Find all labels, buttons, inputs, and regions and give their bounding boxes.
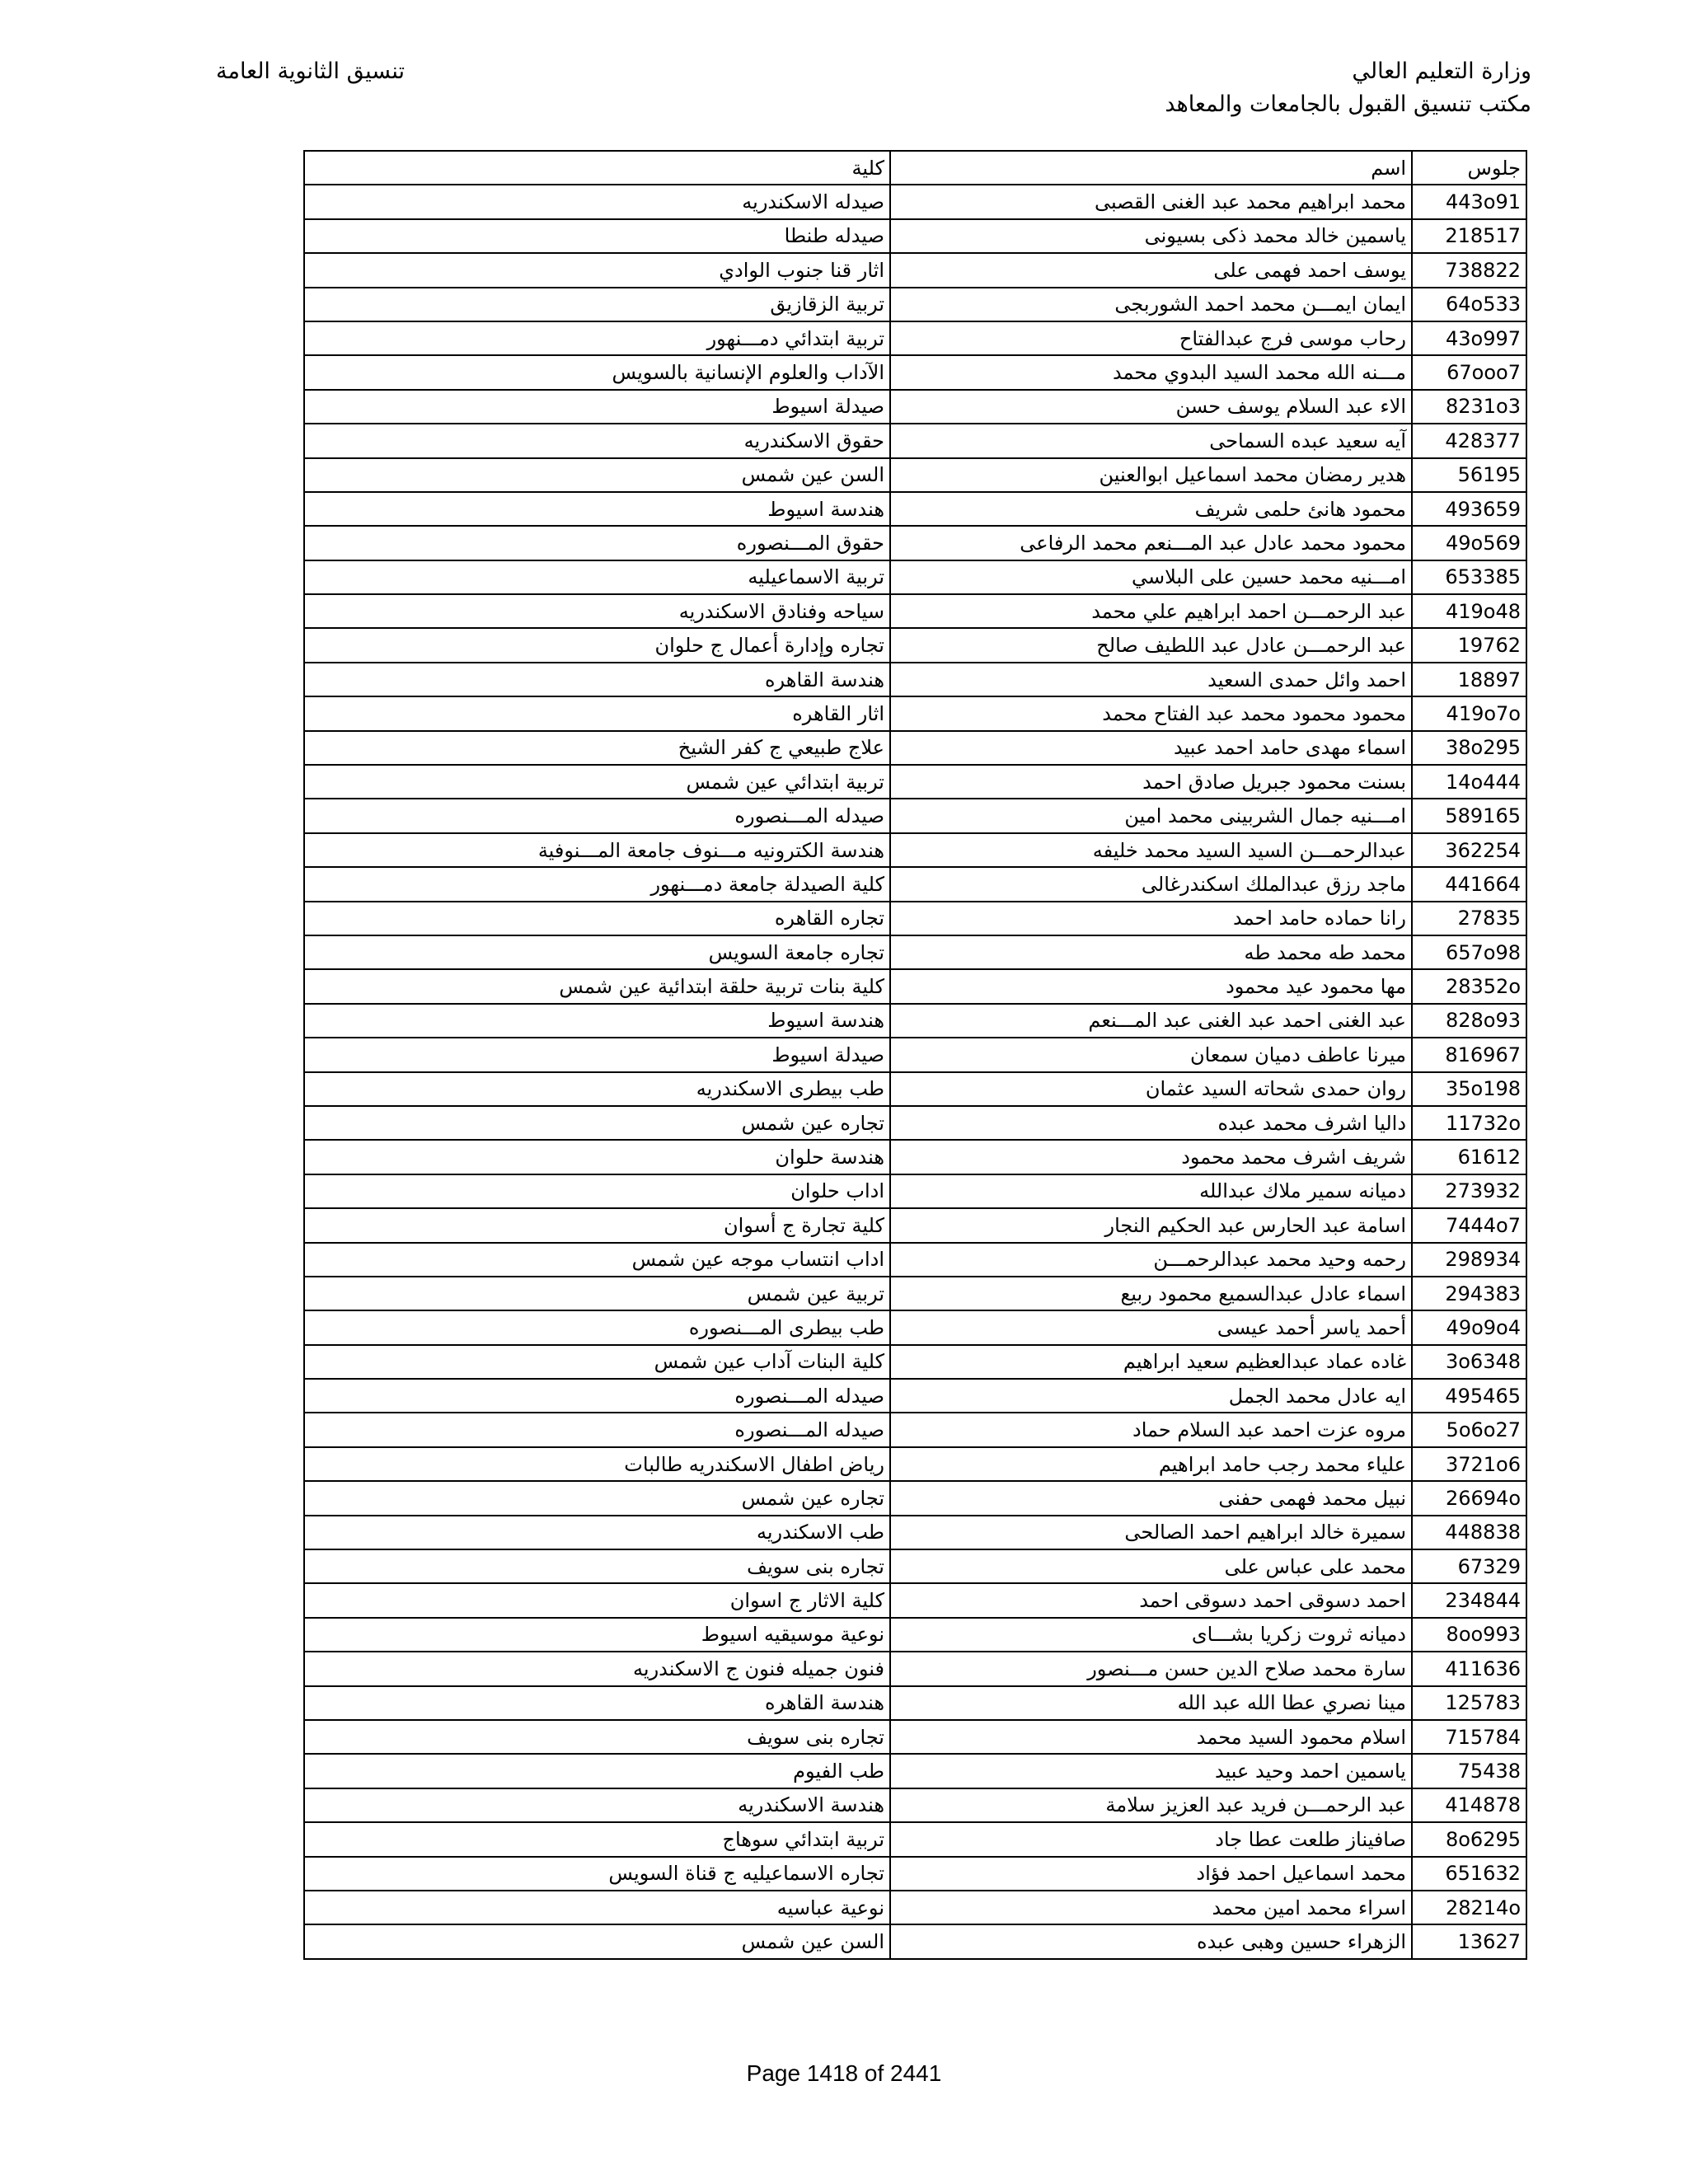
name-cell: اسلام محمود السيد محمد [890,1720,1412,1754]
table-row [304,765,1526,799]
table-row [304,1516,1526,1549]
seat-cell: 715784 [1412,1720,1526,1754]
name-cell: آيه سعيد عبده السماحى [890,424,1412,457]
college-cell: كلية تجارة ج أسوان [304,1208,890,1242]
college-cell: صيدله المـــنصوره [304,1379,890,1413]
name-cell: نبيل محمد فهمى حفنى [890,1481,1412,1515]
college-cell: علاج طبيعي ج كفر الشيخ [304,731,890,765]
college-cell: هندسة حلوان [304,1140,890,1174]
college-cell: تجاره بنى سويف [304,1549,890,1583]
name-cell: علياء محمد رجب حامد ابراهيم [890,1447,1412,1481]
table-row [304,1413,1526,1446]
college-cell: تربية ابتدائي عين شمس [304,765,890,799]
college-cell: السن عين شمس [304,458,890,492]
seat-cell: 8231o3 [1412,390,1526,424]
seat-cell: 49o569 [1412,526,1526,560]
table-row [304,253,1526,287]
table-row [304,1549,1526,1583]
name-cell: يوسف احمد فهمى على [890,253,1412,287]
name-cell: صافيناز طلعت عطا جاد [890,1822,1412,1856]
college-cell: فنون جميله فنون ج الاسكندريه [304,1652,890,1685]
page-number: Page 1418 of 2441 [746,2060,942,2086]
college-cell: هندسة القاهره [304,1686,890,1720]
seat-cell: 125783 [1412,1686,1526,1720]
table-row [304,526,1526,560]
table-row [304,1583,1526,1617]
college-cell: تجاره القاهره [304,902,890,935]
table-row [304,902,1526,935]
name-cell: ايه عادل محمد الجمل [890,1379,1412,1413]
name-cell: داليا اشرف محمد عبده [890,1106,1412,1140]
seat-cell: 495465 [1412,1379,1526,1413]
table-row [304,1004,1526,1038]
college-cell: طب بيطرى المـــنصوره [304,1310,890,1344]
seat-cell: 67329 [1412,1549,1526,1583]
seat-cell: 3721o6 [1412,1447,1526,1481]
seat-cell: 5o6o27 [1412,1413,1526,1446]
seat-cell: 589165 [1412,799,1526,832]
college-cell: نوعية موسيقيه اسيوط [304,1618,890,1652]
seat-cell: 8oo993 [1412,1618,1526,1652]
seat-cell: 56195 [1412,458,1526,492]
seat-cell: 28352o [1412,969,1526,1003]
college-cell: هندسة الكترونيه مـــنوف جامعة المـــنوفية [304,833,890,867]
name-cell: عبد الغنى احمد عبد الغنى عبد المـــنعم [890,1004,1412,1038]
column-header-name: اسم [890,151,1412,185]
name-cell: عبد الرحمـــن احمد ابراهيم علي محمد [890,594,1412,628]
table-row [304,1822,1526,1856]
college-cell: صيدله طنطا [304,219,890,253]
table-row [304,458,1526,492]
college-cell: هندسة الاسكندريه [304,1788,890,1822]
college-cell: اثار قنا جنوب الوادي [304,253,890,287]
office-title: مكتب تنسيق القبول بالجامعات والمعاهد [1165,91,1531,117]
name-cell: سارة محمد صلاح الدين حسن مـــنصور [890,1652,1412,1685]
table-row [304,663,1526,696]
seat-cell: 294383 [1412,1277,1526,1310]
college-cell: تربية ابتدائي دمـــنهور [304,321,890,355]
table-row [304,696,1526,730]
college-cell: تجاره جامعة السويس [304,935,890,969]
name-cell: غاده عماد عبدالعظيم سعيد ابراهيم [890,1345,1412,1379]
table-row [304,1720,1526,1754]
college-cell: طب بيطرى الاسكندريه [304,1072,890,1106]
college-cell: تربية الاسماعيليه [304,560,890,594]
table-row [304,833,1526,867]
name-cell: محمد طه محمد طه [890,935,1412,969]
table-body [304,185,1526,1958]
table-row [304,867,1526,901]
college-cell: تربية ابتدائي سوهاج [304,1822,890,1856]
seat-cell: 448838 [1412,1516,1526,1549]
table-row [304,1072,1526,1106]
table-row [304,560,1526,594]
name-cell: الاء عبد السلام يوسف حسن [890,390,1412,424]
name-cell: اسماء مهدى حامد احمد عبيد [890,731,1412,765]
college-cell: حقوق الاسكندريه [304,424,890,457]
college-cell: كلية بنات تربية حلقة ابتدائية عين شمس [304,969,890,1003]
seat-cell: 362254 [1412,833,1526,867]
seat-cell: 49o9o4 [1412,1310,1526,1344]
seat-cell: 218517 [1412,219,1526,253]
seat-cell: 38o295 [1412,731,1526,765]
name-cell: ياسمين احمد وحيد عبيد [890,1754,1412,1788]
seat-cell: 298934 [1412,1243,1526,1277]
table-row [304,1277,1526,1310]
name-cell: ياسمين خالد محمد ذكى بسيونى [890,219,1412,253]
college-cell: هندسة اسيوط [304,1004,890,1038]
name-cell: شريف اشرف محمد محمود [890,1140,1412,1174]
seat-cell: 19762 [1412,628,1526,662]
seat-cell: 43o997 [1412,321,1526,355]
name-cell: عبد الرحمـــن فريد عبد العزيز سلامة [890,1788,1412,1822]
table-row [304,424,1526,457]
table-row [304,1106,1526,1140]
college-cell: تجاره الاسماعيليه ج قناة السويس [304,1857,890,1891]
name-cell: عبدالرحمـــن السيد السيد محمد خليفه [890,833,1412,867]
table-row [304,1754,1526,1788]
table-row [304,1891,1526,1924]
table-row [304,288,1526,321]
table-row [304,1686,1526,1720]
college-cell: تجاره عين شمس [304,1481,890,1515]
seat-cell: 28214o [1412,1891,1526,1924]
college-cell: كلية الصيدلة جامعة دمـــنهور [304,867,890,901]
name-cell: احمد دسوقى احمد دسوقى احمد [890,1583,1412,1617]
name-cell: محمد اسماعيل احمد فؤاد [890,1857,1412,1891]
table-row [304,1038,1526,1071]
name-cell: محمد ابراهيم محمد عبد الغنى القصبى [890,185,1412,218]
name-cell: مروه عزت احمد عبد السلام حماد [890,1413,1412,1446]
name-cell: رانا حماده حامد احمد [890,902,1412,935]
college-cell: طب الفيوم [304,1754,890,1788]
seat-cell: 816967 [1412,1038,1526,1071]
seat-cell: 653385 [1412,560,1526,594]
name-cell: اسامة عبد الحارس عبد الحكيم النجار [890,1208,1412,1242]
table-row [304,628,1526,662]
college-cell: تربية عين شمس [304,1277,890,1310]
name-cell: رحمه وحيد محمد عبدالرحمـــن [890,1243,1412,1277]
table-row [304,1618,1526,1652]
college-cell: صيدله المـــنصوره [304,799,890,832]
table-row [304,1447,1526,1481]
college-cell: تجاره وإدارة أعمال ج حلوان [304,628,890,662]
name-cell: الزهراء حسين وهبى عبده [890,1924,1412,1958]
seat-cell: 75438 [1412,1754,1526,1788]
name-cell: محمود هانئ حلمى شريف [890,492,1412,526]
name-cell: أحمد ياسر أحمد عيسى [890,1310,1412,1344]
table-row [304,594,1526,628]
table-header-row [304,151,1526,185]
seat-cell: 61612 [1412,1140,1526,1174]
college-cell: صيدله المـــنصوره [304,1413,890,1446]
college-cell: تربية الزقازيق [304,288,890,321]
table-row [304,799,1526,832]
name-cell: مينا نصري عطا الله عبد الله [890,1686,1412,1720]
seat-cell: 3o6348 [1412,1345,1526,1379]
table-row [304,1857,1526,1891]
seat-cell: 67ooo7 [1412,355,1526,389]
name-cell: امـــنيه جمال الشربينى محمد امين [890,799,1412,832]
college-cell: طب الاسكندريه [304,1516,890,1549]
coordination-title: تنسيق الثانوية العامة [216,59,406,84]
table-row [304,321,1526,355]
seat-cell: 419o7o [1412,696,1526,730]
college-cell: نوعية عباسيه [304,1891,890,1924]
table-row [304,1481,1526,1515]
table-row [304,969,1526,1003]
seat-cell: 657o98 [1412,935,1526,969]
seat-cell: 441664 [1412,867,1526,901]
college-cell: اداب حلوان [304,1174,890,1208]
name-cell: اسراء محمد امين محمد [890,1891,1412,1924]
college-cell: حقوق المـــنصوره [304,526,890,560]
seat-cell: 8o6295 [1412,1822,1526,1856]
name-cell: ماجد رزق عبدالملك اسكندرغالى [890,867,1412,901]
name-cell: بسنت محمود جبريل صادق احمد [890,765,1412,799]
name-cell: عبد الرحمـــن عادل عبد اللطيف صالح [890,628,1412,662]
name-cell: مـــنه الله محمد السيد البدوي محمد [890,355,1412,389]
college-cell: كلية الاثار ج اسوان [304,1583,890,1617]
name-cell: هدير رمضان محمد اسماعيل ابوالعنين [890,458,1412,492]
name-cell: ايمان ايمـــن محمد احمد الشوربجى [890,288,1412,321]
table-row [304,1924,1526,1958]
name-cell: مها محمود عيد محمود [890,969,1412,1003]
college-cell: تجاره بنى سويف [304,1720,890,1754]
ministry-title: وزارة التعليم العالي [1352,59,1531,84]
table-row [304,1174,1526,1208]
seat-cell: 18897 [1412,663,1526,696]
college-cell: كلية البنات آداب عين شمس [304,1345,890,1379]
admissions-table [303,150,1527,1960]
college-cell: السن عين شمس [304,1924,890,1958]
seat-cell: 738822 [1412,253,1526,287]
seat-cell: 14o444 [1412,765,1526,799]
table-row [304,219,1526,253]
seat-cell: 411636 [1412,1652,1526,1685]
college-cell: الآداب والعلوم الإنسانية بالسويس [304,355,890,389]
table-row [304,1140,1526,1174]
name-cell: محمود محمود محمد عبد الفتاح محمد [890,696,1412,730]
table-row [304,935,1526,969]
name-cell: احمد وائل حمدى السعيد [890,663,1412,696]
column-header-college: كلية [304,151,890,185]
name-cell: دميانه سمير ملاك عبدالله [890,1174,1412,1208]
seat-cell: 419o48 [1412,594,1526,628]
seat-cell: 414878 [1412,1788,1526,1822]
college-cell: اداب انتساب موجه عين شمس [304,1243,890,1277]
table-row [304,1652,1526,1685]
seat-cell: 234844 [1412,1583,1526,1617]
seat-cell: 443o91 [1412,185,1526,218]
table-row [304,390,1526,424]
seat-cell: 11732o [1412,1106,1526,1140]
table-row [304,1379,1526,1413]
seat-cell: 7444o7 [1412,1208,1526,1242]
college-cell: هندسة اسيوط [304,492,890,526]
name-cell: محمود محمد عادل عبد المـــنعم محمد الرفاعى [890,526,1412,560]
name-cell: محمد على عباس على [890,1549,1412,1583]
table-row [304,1788,1526,1822]
table-row [304,1310,1526,1344]
college-cell: صيدلة اسيوط [304,390,890,424]
table-row [304,355,1526,389]
seat-cell: 27835 [1412,902,1526,935]
name-cell: ميرنا عاطف دميان سمعان [890,1038,1412,1071]
name-cell: دميانه ثروت زكريا بشـــاى [890,1618,1412,1652]
seat-cell: 493659 [1412,492,1526,526]
header-ministry-block [1165,58,1531,124]
seat-cell: 651632 [1412,1857,1526,1891]
name-cell: سميرة خالد ابراهيم احمد الصالحى [890,1516,1412,1549]
seat-cell: 828o93 [1412,1004,1526,1038]
seat-cell: 64o533 [1412,288,1526,321]
name-cell: روان حمدى شحاته السيد عثمان [890,1072,1412,1106]
column-header-seat: جلوس [1412,151,1526,185]
college-cell: صيدلة اسيوط [304,1038,890,1071]
seat-cell: 428377 [1412,424,1526,457]
college-cell: هندسة القاهره [304,663,890,696]
college-cell: رياض اطفال الاسكندريه طالبات [304,1447,890,1481]
table-row [304,1345,1526,1379]
college-cell: تجاره عين شمس [304,1106,890,1140]
seat-cell: 273932 [1412,1174,1526,1208]
name-cell: رحاب موسى فرج عبدالفتاح [890,321,1412,355]
college-cell: اثار القاهره [304,696,890,730]
table-row [304,185,1526,218]
seat-cell: 26694o [1412,1481,1526,1515]
table-row [304,731,1526,765]
name-cell: اسماء عادل عبدالسميع محمود ربيع [890,1277,1412,1310]
table-row [304,492,1526,526]
name-cell: امـــنيه محمد حسين على البلاسي [890,560,1412,594]
table-row [304,1208,1526,1242]
college-cell: سياحه وفنادق الاسكندريه [304,594,890,628]
table-row [304,1243,1526,1277]
college-cell: صيدله الاسكندريه [304,185,890,218]
seat-cell: 13627 [1412,1924,1526,1958]
seat-cell: 35o198 [1412,1072,1526,1106]
